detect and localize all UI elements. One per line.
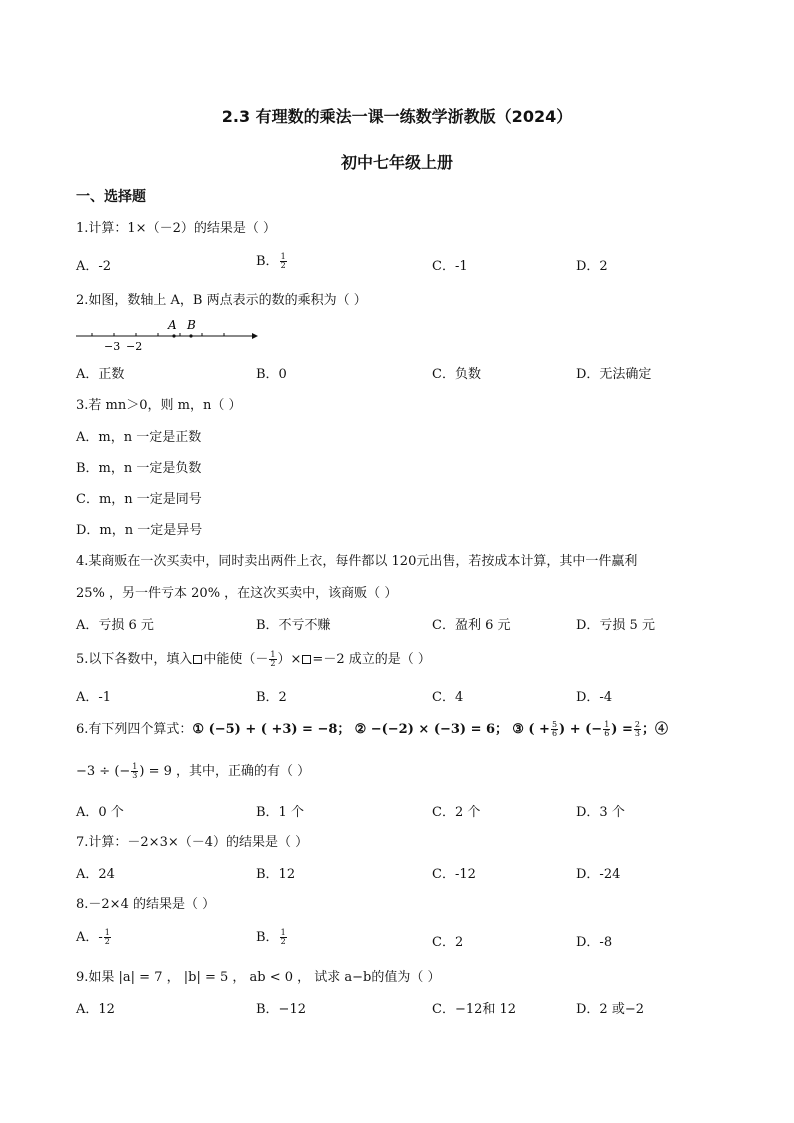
question-9: 9.如果 |a| = 7 ， |b| = 5 ， ab < 0 ， 试求 a−b的值为（ ） — [76, 970, 441, 985]
blank-box-icon — [193, 655, 202, 664]
q3-option-d: D．m，n 一定是异号 — [76, 523, 203, 538]
q1-option-b: B． $\frac{1}{2}$ — [256, 252, 286, 270]
number-line-figure — [74, 314, 260, 354]
q1-option-c: C．-1 — [432, 259, 468, 274]
page-subtitle: 初中七年级上册 — [340, 153, 453, 172]
q3-option-c: C．m，n 一定是同号 — [76, 492, 202, 507]
label-a: A — [168, 318, 177, 332]
section-heading: 一、选择题 — [76, 189, 146, 205]
q2-option-a: A．正数 — [76, 367, 125, 382]
q2-option-b: B．0 — [256, 367, 287, 382]
q1-option-a: A．-2 — [76, 259, 112, 274]
q8-option-b: B． $\frac{1}{2}$ — [256, 928, 286, 946]
q4-option-a: A．亏损 6 元 — [76, 618, 154, 633]
q7-option-b: B．12 — [256, 867, 296, 882]
label-b: B — [187, 318, 196, 332]
blank-box-icon — [302, 655, 311, 664]
q8-option-d: D．-8 — [576, 935, 613, 950]
q6-option-c: C．2 个 — [432, 805, 481, 820]
q9-option-a: A．12 — [76, 1002, 115, 1017]
q6-option-a: A．0 个 — [76, 805, 124, 820]
q6-option-b: B．1 个 — [256, 805, 304, 820]
question-4-line1: 4.某商贩在一次买卖中，同时卖出两件上衣，每件都以 120元出售，若按成本计算，其中一件赢利 — [76, 554, 638, 569]
page-title: 2.3 有理数的乘法一课一练数学浙教版（2024） — [221, 107, 573, 126]
q2-option-d: D．无法确定 — [576, 367, 652, 382]
point-b — [189, 334, 192, 337]
q5-option-c: C．4 — [432, 690, 464, 705]
question-7: 7.计算：－2×3×（－4）的结果是（ ） — [76, 835, 309, 850]
q9-option-b: B．−12 — [256, 1002, 306, 1017]
q6-option-d: D．3 个 — [576, 805, 625, 820]
q4-option-b: B．不亏不赚 — [256, 618, 331, 633]
q5-option-a: A．-1 — [76, 690, 112, 705]
question-6-line1: 6.有下列四个算式：① (−5) + ( +3) = −8； ② −(−2) × (−3) = 6； ③ ( + $\frac{5}{6}$ ) + (− $\frac{1}{6}$ ) = $\frac{2}{3}$ ；④ — [76, 720, 668, 738]
question-1: 1.计算：1×（－2）的结果是（ ） — [76, 221, 276, 236]
q3-option-b: B．m，n 一定是负数 — [76, 461, 202, 476]
q1-option-d: D．2 — [576, 259, 608, 274]
point-a — [172, 334, 175, 337]
q9-option-d: D．2 或−2 — [576, 1002, 644, 1017]
q7-option-d: D．-24 — [576, 867, 621, 882]
question-8: 8.－2×4 的结果是（ ） — [76, 897, 216, 912]
question-6-line2: −3 ÷ (− $\frac{1}{3}$ ) = 9 ，其中，正确的有（ ） — [76, 762, 311, 780]
question-3: 3.若 mn＞0，则 m，n（ ） — [76, 398, 242, 413]
arrow-icon — [252, 333, 258, 339]
question-4-line2: 25% ，另一件亏本 20% ，在这次买卖中，该商贩（ ） — [76, 586, 398, 601]
q3-option-a: A．m，n 一定是正数 — [76, 430, 202, 445]
label-minus-2: −2 — [126, 340, 143, 353]
q7-option-a: A．24 — [76, 867, 115, 882]
q4-option-c: C．盈利 6 元 — [432, 618, 511, 633]
question-2: 2.如图，数轴上 A，B 两点表示的数的乘积为（ ） — [76, 293, 367, 308]
q8-option-c: C．2 — [432, 935, 464, 950]
q8-option-a: A．- $\frac{1}{2}$ — [76, 928, 110, 946]
q4-option-d: D．亏损 5 元 — [576, 618, 655, 633]
label-minus-3: −3 — [104, 340, 121, 353]
q9-option-c: C．−12和 12 — [432, 1002, 517, 1017]
q5-option-b: B．2 — [256, 690, 287, 705]
q2-option-c: C．负数 — [432, 367, 481, 382]
q5-option-d: D．-4 — [576, 690, 613, 705]
question-5: 5.以下各数中，填入 中能使（－ $\frac{1}{2}$ ）× =－2 成立的是（ ） — [76, 650, 431, 668]
q7-option-c: C．-12 — [432, 867, 476, 882]
